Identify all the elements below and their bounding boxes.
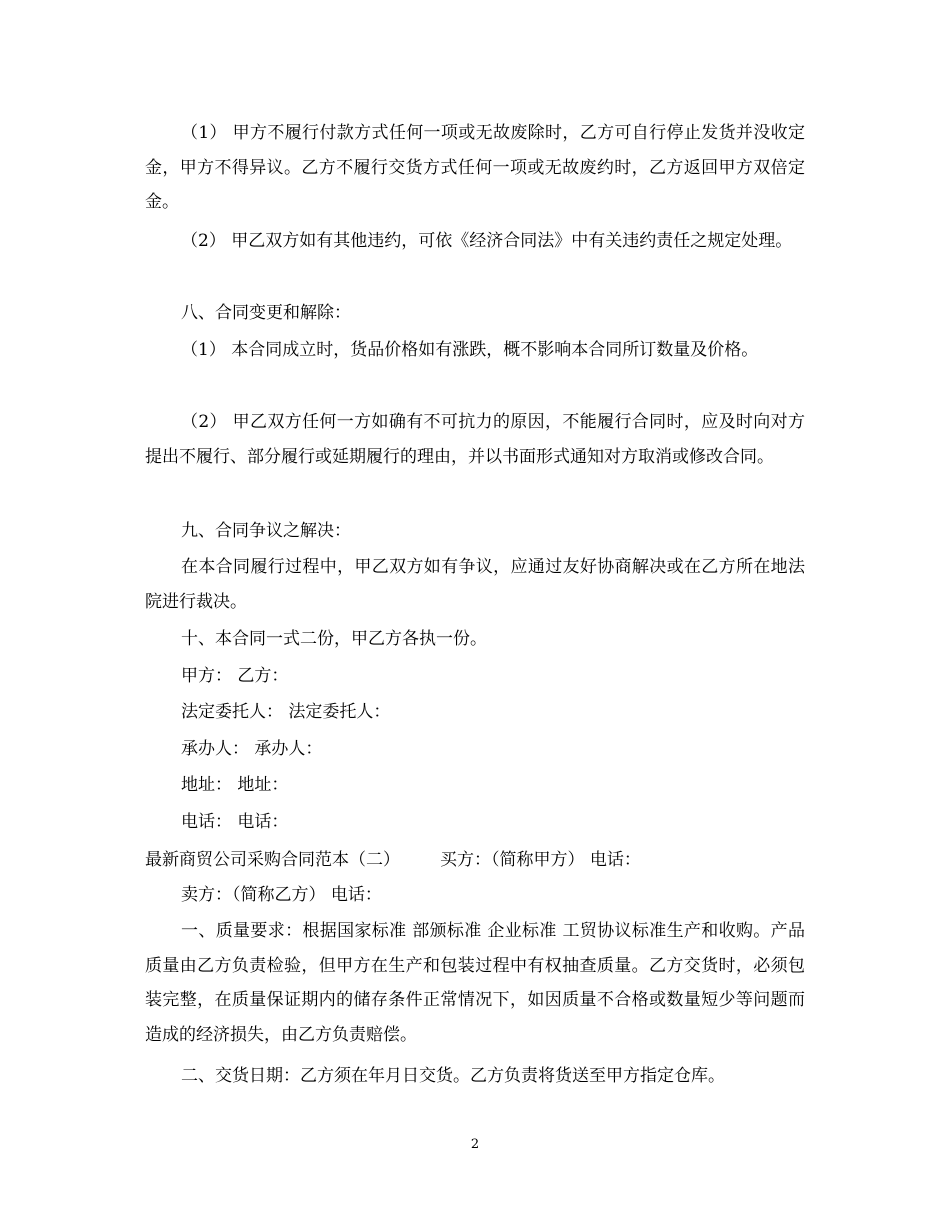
paragraph-copies: 十、本合同一式二份，甲乙方各执一份。	[181, 629, 487, 649]
buyer-line: 买方：（简称甲方） 电话：	[440, 850, 641, 870]
paragraph-breach-clause-2: （2） 甲乙双方如有其他违约，可依《经济合同法》中有关违约责任之规定处理。	[181, 231, 793, 251]
signature-party-line: 甲方： 乙方：	[181, 666, 289, 686]
section-heading-change-termination: 八、合同变更和解除：	[181, 303, 351, 323]
signature-phone-line: 电话： 电话：	[181, 812, 289, 832]
signature-address-line: 地址： 地址：	[181, 775, 289, 795]
contract-title: 最新商贸公司采购合同范本（二）	[145, 850, 400, 870]
contract-title-line	[145, 843, 641, 878]
paragraph-delivery-date: 二、交货日期：乙方须在年月日交货。乙方负责将货送至甲方指定仓库。	[181, 1066, 725, 1086]
paragraph-dispute-resolution: 在本合同履行过程中，甲乙双方如有争议，应通过友好协商解决或在乙方所在地法院进行裁决。	[145, 557, 805, 612]
paragraph-quality-requirements: 一、质量要求：根据国家标准 部颁标准 企业标准 工贸协议标准生产和收购。产品质量由乙方负责检验，但甲方在生产和包装过程中有权抽查质量。乙方交货时，必须包装完整，在质量保证期内的储存条件正常情况下，如因质量不合格或数量短少等问题而造成的经济损失，由乙方负责赔偿。	[145, 921, 805, 1045]
paragraph-change-clause-1: （1） 本合同成立时，货品价格如有涨跌，概不影响本合同所订数量及价格。	[181, 340, 759, 360]
paragraph-change-clause-2: （2） 甲乙双方任何一方如确有不可抗力的原因，不能履行合同时，应及时向对方提出不履行、部分履行或延期履行的理由，并以书面形式通知对方取消或修改合同。	[145, 412, 805, 467]
signature-legal-representative-line: 法定委托人： 法定委托人：	[181, 702, 391, 722]
page-number: 2	[470, 1137, 480, 1152]
signature-handler-line: 承办人： 承办人：	[181, 739, 323, 759]
paragraph-breach-clause-1: （1） 甲方不履行付款方式任何一项或无故废除时，乙方可自行停止发货并没收定金，甲方不得异议。乙方不履行交货方式任何一项或无故废约时，乙方返回甲方双倍定金。	[145, 123, 805, 213]
section-heading-dispute-resolution: 九、合同争议之解决：	[181, 521, 351, 541]
seller-line: 卖方：（简称乙方） 电话：	[181, 885, 382, 905]
